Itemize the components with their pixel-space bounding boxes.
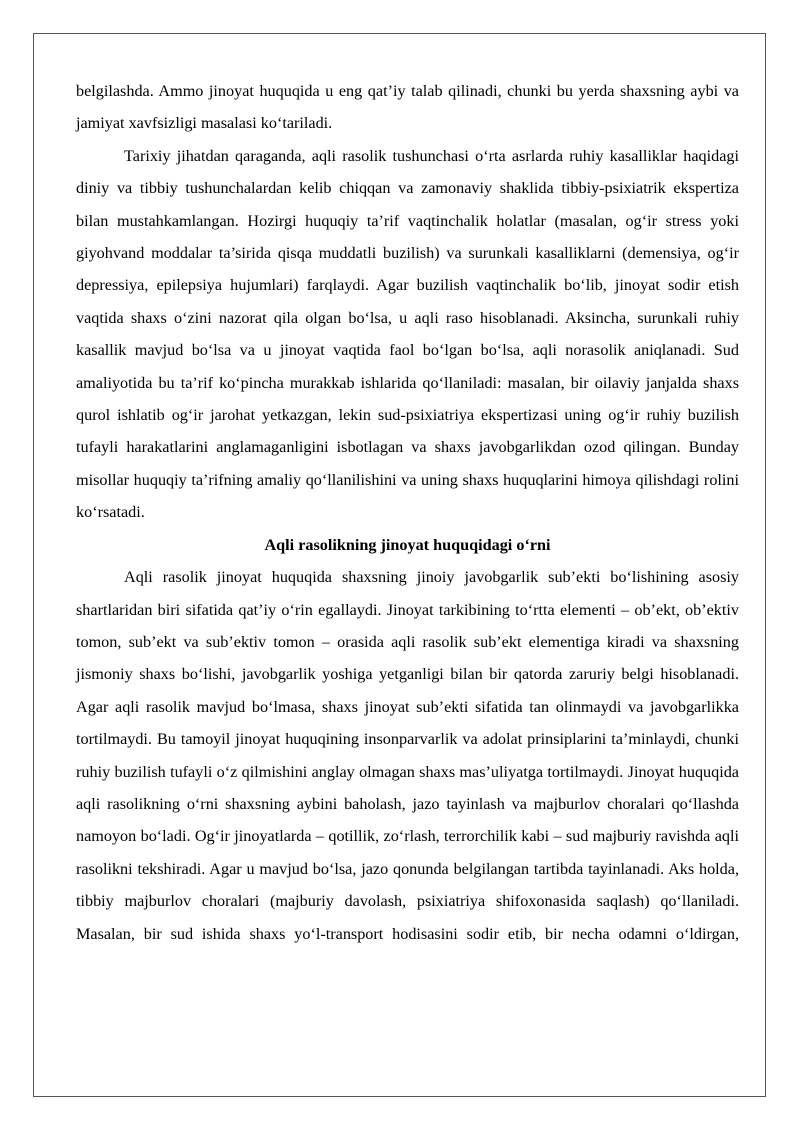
section-paragraph: Aqli rasolik jinoyat huquqida shaxsning jinoiy javobgarlik sub’ekti bo‘lishining asosiy shartlaridan biri sifatida qat’iy o‘rin egallaydi. Jinoyat tarkibining to‘rtta elementi – ob’ekt, ob’ektiv tomon, sub’ekt va sub’ektiv tomon – orasida aqli rasolik sub’ekt elementiga kiradi va shaxsning jismoniy shaxs bo‘lishi, javobgarlik yoshiga yetganligi bilan bir qatorda zaruriy belgi hisoblanadi. Agar aqli rasolik mavjud bo‘lmasa, shaxs jinoyat sub’ekti sifatida tan olinmaydi va javobgarlikka tortilmaydi. Bu tamoyil jinoyat huquqining insonparvarlik va adolat prinsiplarini ta’minlaydi, chunki ruhiy buzilish tufayli o‘z qilmishini anglay olmagan shaxs mas’uliyatga tortilmaydi. Jinoyat huquqida aqli rasolikning o‘rni shaxsning aybini baholash, jazo tayinlash va majburlov choralari qo‘llashda namoyon bo‘ladi. Og‘ir jinoyatlarda – qotillik, zo‘rlash, terrorchilik kabi – sud majburiy ravishda aqli rasolikni tekshiradi. Agar u mavjud bo‘lsa, jazo qonunda belgilangan tartibda tayinlanadi. Aks holda, tibbiy majburlov choralari (majburiy davolash, psixiatriya shifoxonasida saqlash) qo‘llaniladi. Masalan, bir sud ishida shaxs yo‘l-transport hodisasini sodir etib, bir necha odamni o‘ldirgan, bbox=[76, 568, 739, 943]
document-body bbox=[76, 75, 739, 950]
section-heading: Aqli rasolikning jinoyat huquqidagi o‘rni bbox=[264, 535, 551, 554]
history-paragraph: Tarixiy jihatdan qaraganda, aqli rasolik tushunchasi o‘rta asrlarda ruhiy kasalliklar haqidagi diniy va tibbiy tushunchalardan kelib chiqqan va zamonaviy shaklida tibbiy-psixiatrik ekspertiza bilan mustahkamlangan. Hozirgi huquqiy ta’rif vaqtinchalik holatlar (masalan, og‘ir stress yoki giyohvand moddalar ta’sirida qisqa muddatli buzilish) va surunkali kasalliklarni (demensiya, og‘ir depressiya, epilepsiya hujumlari) farqlaydi. Agar buzilish vaqtinchalik bo‘lib, jinoyat sodir etish vaqtida shaxs o‘zini nazorat qila olgan bo‘lsa, u aqli raso hisoblanadi. Aksincha, surunkali ruhiy kasallik mavjud bo‘lsa va u jinoyat vaqtida faol bo‘lgan bo‘lsa, aqli norasolik aniqlanadi. Sud amaliyotida bu ta’rif ko‘pincha murakkab ishlarida qo‘llaniladi: masalan, bir oilaviy janjalda shaxs qurol ishlatib og‘ir jarohat yetkazgan, lekin sud-psixiatriya ekspertizasi uning og‘ir ruhiy buzilish tufayli harakatlarini anglamaganligini isbotlagan va shaxs javobgarlikdan ozod qilingan. Bunday misollar huquqiy ta’rifning amaliy qo‘llanilishini va uning shaxs huquqlarini himoya qilishdagi rolini ko‘rsatadi. bbox=[76, 146, 739, 522]
continuation-paragraph: belgilashda. Ammo jinoyat huquqida u eng qat’iy talab qilinadi, chunki bu yerda shaxsning aybi va jamiyat xavfsizligi masalasi ko‘tariladi. bbox=[76, 82, 739, 133]
